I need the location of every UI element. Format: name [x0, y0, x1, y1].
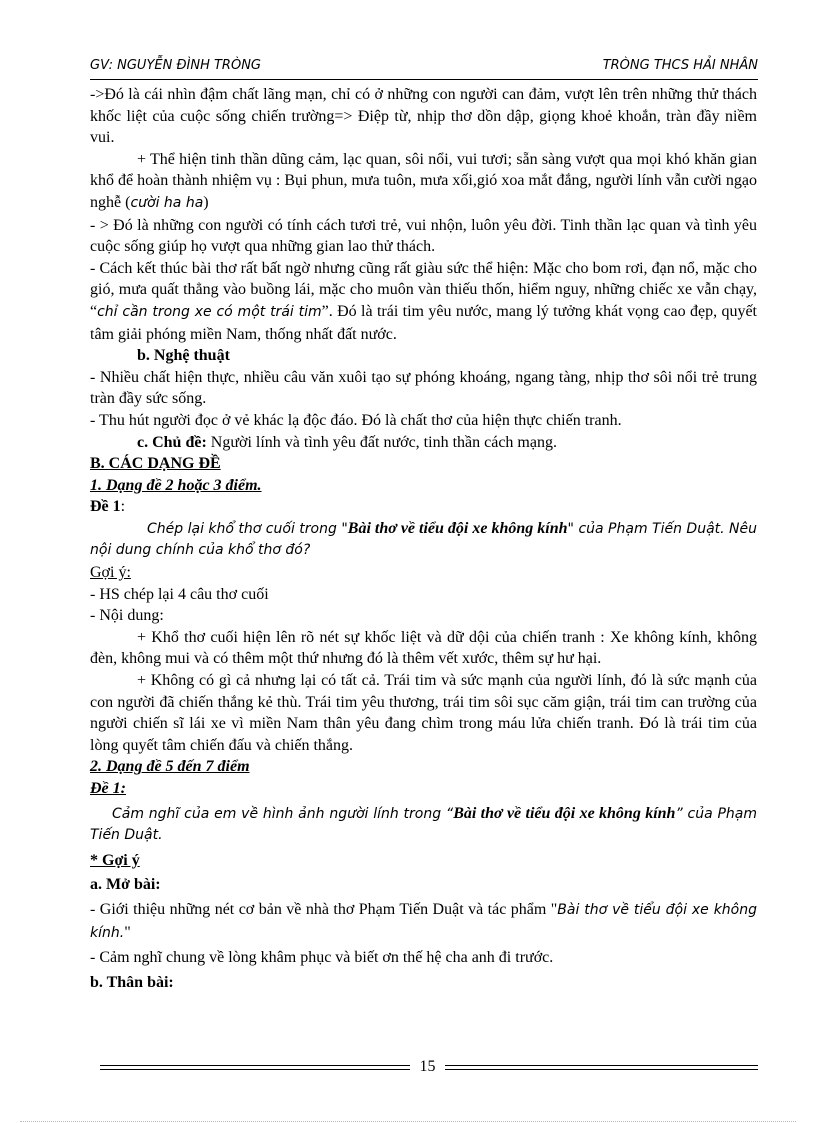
question-text: Cảm nghĩ của em về hình ảnh người lính trong “Bài thơ về tiểu đội xe không kính” của Phạm Tiến Duật. [90, 804, 757, 844]
footer-rule-right [445, 1065, 758, 1070]
list-item: - HS chép lại 4 câu thơ cuối [90, 585, 269, 603]
hint-label: Gợi ý: [90, 564, 131, 582]
paragraph: ->Đó là cái nhìn đậm chất lãng mạn, chỉ có ở những con người can đảm, vượt lên trên những thử thách khốc liệt của cuộc sống chiến trường=> Điệp từ, nhịp thơ dồn dập, giọng khoẻ khoắn, tràn đầy niềm vui. [90, 86, 757, 147]
subheading-art: b. Nghệ thuật [137, 347, 230, 365]
italic-quote: chỉ cần trong xe có một trái tim [97, 303, 322, 320]
section-heading: 2. Dạng đề 5 đến 7 điểm [90, 758, 250, 776]
paragraph: + Thể hiện tinh thần dũng cảm, lạc quan, sôi nổi, vui tươi; sẵn sàng vượt qua mọi khó khăn gian khổ để hoàn thành nhiệm vụ : Bụi phun, mưa tuôn, mưa xối,gió xoa mắt đắng, người lính vẫn cười ngạo nghễ (cười ha ha) [90, 150, 757, 211]
italic-title: Bài thơ về tiểu đội xe không kính. [90, 901, 757, 941]
footer-rule-left [100, 1065, 410, 1070]
subheading-theme: c. Chủ đề: [137, 433, 207, 451]
paragraph: + Không có gì cả nhưng lại có tất cả. Trái tim và sức mạnh của người lính, đó là sức mạnh của con người đã chiến thắng kẻ thù. Trái tim yêu thương, trái tim sôi sục căm giận, trái tim can trường của người chiến sĩ lái xe vì miền Nam thân yêu đang chìm trong máu lửa chiến tranh. Đó là trái tim của lòng quyết tâm chiến đấu và chiến thắng. [90, 672, 757, 754]
section-heading: B. CÁC DẠNG ĐỀ [90, 455, 221, 473]
paragraph: - Nhiều chất hiện thực, nhiều câu văn xuôi tạo sự phóng khoáng, ngang tàng, nhịp thơ sôi nổi trẻ trung tràn đầy sức sống. [90, 368, 757, 408]
paragraph: - Giới thiệu những nét cơ bản về nhà thơ Phạm Tiến Duật và tác phẩm "Bài thơ về tiểu đội xe không kính." [90, 900, 757, 941]
paragraph: - Thu hút người đọc ở vẻ khác lạ độc đáo. Đó là chất thơ của hiện thực chiến tranh. [90, 411, 622, 429]
header-rule [90, 79, 758, 80]
document-body [90, 84, 757, 993]
paragraph: - Cách kết thúc bài thơ rất bất ngờ nhưng cũng rất giàu sức thể hiện: Mặc cho bom rơi, đạn nổ, mặc cho gió, mưa quất thẳng vào buồng lái, mặc cho muôn vàn thiếu thốn, hiểm nguy, những chiếc xe vẫn chạy, “chỉ cần trong xe có một trái tim”. Đó là trái tim yêu nước, mang lý tưởng khát vọng cao đẹp, quyết tâm giải phóng miền Nam, thống nhất đất nước. [90, 259, 757, 343]
paragraph: - Cảm nghĩ chung về lòng khâm phục và biết ơn thế hệ cha anh đi trước. [90, 949, 554, 967]
page-edge [20, 1121, 796, 1122]
section-heading: 1. Dạng đề 2 hoặc 3 điểm. [90, 476, 262, 494]
subheading-intro: a. Mở bài: [90, 876, 161, 894]
paragraph: - > Đó là những con người có tính cách tươi trẻ, vui nhộn, luôn yêu đời. Tinh thần lạc quan và tình yêu cuộc sống giúp họ vượt qua những gian lao thử thách. [90, 216, 757, 256]
question-text: Chép lại khổ thơ cuối trong "Bài thơ về tiểu đội xe không kính" của Phạm Tiến Duật. Nêu nội dung chính của khổ thơ đó? [90, 519, 758, 559]
list-item: - Nội dung: [90, 607, 164, 625]
page-footer [100, 1058, 758, 1080]
question-label: Đề 1: [90, 780, 126, 797]
page-header [90, 56, 758, 78]
paragraph: c. Chủ đề: Người lính và tình yêu đất nước, tinh thần cách mạng. [137, 433, 557, 451]
header-teacher: GV: NGUYỄN ĐÌNH TRÒNG [90, 58, 261, 73]
paragraph: + Khổ thơ cuối hiện lên rõ nét sự khốc liệt và dữ dội của chiến tranh : Xe không kính, không đèn, không mui và có thêm một thứ nhưng đó là thêm vết xước, thêm sự hư hại. [90, 628, 757, 668]
hint-label: * Gợi ý [90, 851, 140, 869]
header-school: TRÒNG THCS HẢI NHÂN [602, 58, 758, 73]
page-number: 15 [419, 1058, 436, 1075]
question-label: Đề 1: [90, 498, 126, 516]
italic-quote: cười ha ha [130, 194, 204, 211]
subheading-body: b. Thân bài: [90, 973, 174, 991]
